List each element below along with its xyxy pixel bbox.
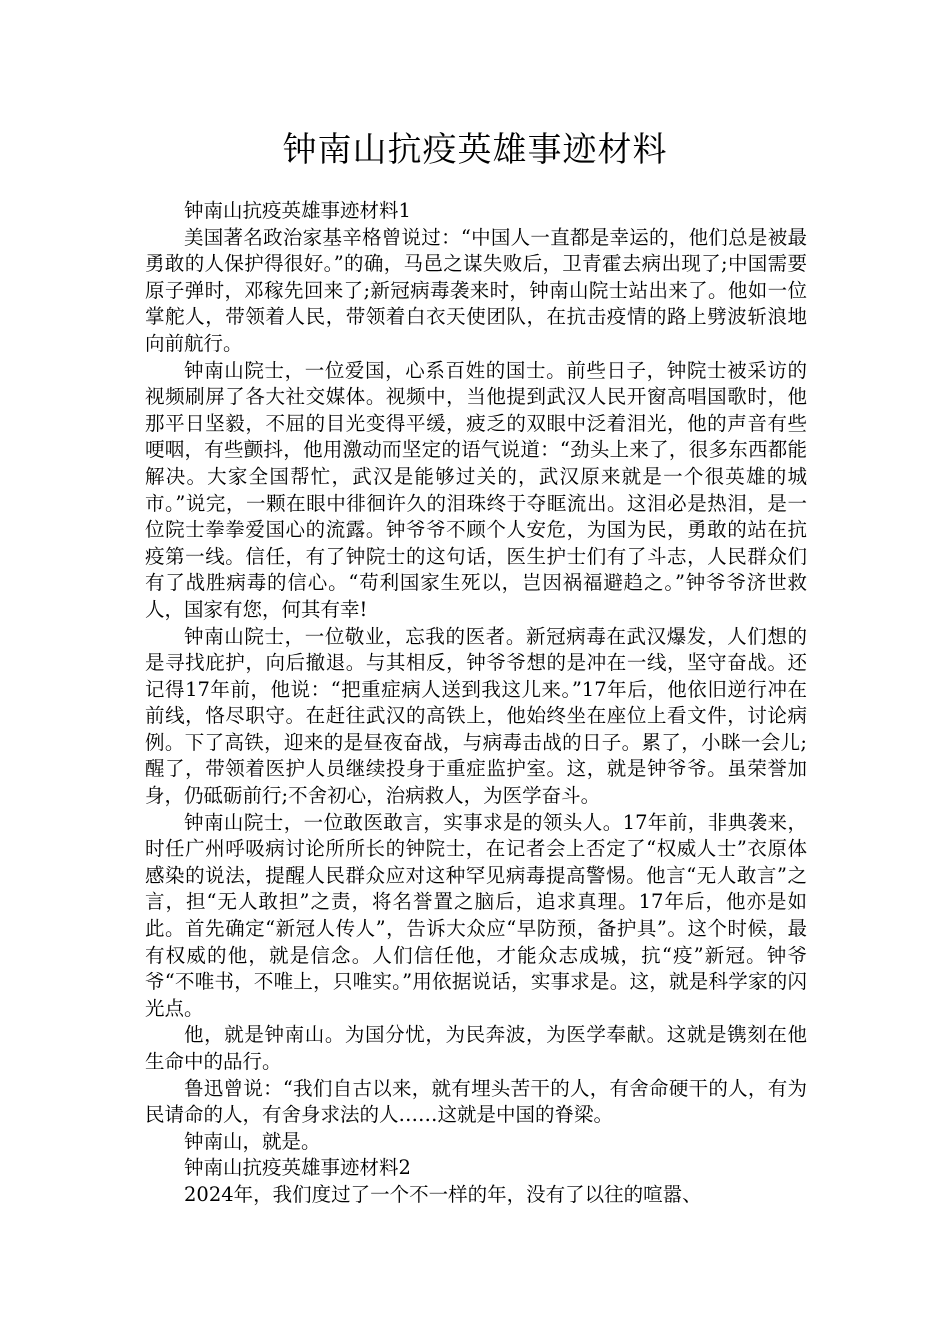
paragraph-leader: 钟南山院士，一位敢医敢言，实事求是的领头人。17年前，非典袭来，时任广州呼吸病讨论所所长的钟院士，在记者会上否定了“权威人士”衣原体感染的说法，提醒人民群众应对这种罕见病毒提高警惕。他言“无人敢言”之言，担“无人敢担”之责，将名誉置之脑后，追求真理。17年后，他亦是如此。首先确定“新冠人传人”，告诉大众应“早防预，备护具”。这个时候，最有权威的他，就是信念。人们信任他，才能众志成城，抗“疫”新冠。钟爷爷“不唯书，不唯上，只唯实。”用依据说话，实事求是。这，就是科学家的闪光点。 [145,810,807,1020]
paragraph-patriot: 钟南山院士，一位爱国，心系百姓的国士。前些日子，钟院士被采访的视频刷屏了各大社交媒体。视频中，当他提到武汉人民开窗高唱国歌时，他那平日坚毅，不屈的目光变得平缓，疲乏的双眼中泛着泪光，他的声音有些哽咽，有些颤抖，他用激动而坚定的语气说道：“劲头上来了，很多东西都能解决。大家全国帮忙，武汉是能够过关的，武汉原来就是一个很英雄的城市。”说完，一颗在眼中徘徊许久的泪珠终于夺眶流出。这泪必是热泪，是一位院士拳拳爱国心的流露。钟爷爷不顾个人安危，为国为民，勇敢的站在抗疫第一线。信任，有了钟院士的这句话，医生护士们有了斗志，人民群众们有了战胜病毒的信心。“苟利国家生死以，岂因祸福避趋之。”钟爷爷济世救人，国家有您，何其有幸! [145,358,807,621]
paragraph-conclusion: 钟南山，就是。 [184,1129,321,1153]
paragraph-summary: 他，就是钟南山。为国分忧，为民奔波，为医学奉献。这就是镌刻在他生命中的品行。 [145,1023,807,1073]
paragraph-intro: 美国著名政治家基辛格曾说过：“中国人一直都是幸运的，他们总是被最勇敢的人保护得很好。”的确，马邑之谋失败后，卫青霍去病出现了;中国需要原子弹时，邓稼先回来了;新冠病毒袭来时，钟南山院士站出来了。他如一位掌舵人，带领着人民，带领着白衣天使团队，在抗击疫情的路上劈波斩浪地向前航行。 [145,225,807,355]
section-heading-1: 钟南山抗疫英雄事迹材料1 [184,199,411,222]
document-body [145,198,807,1209]
paragraph-section2-start: 2024年，我们度过了一个不一样的年，没有了以往的喧嚣、 [184,1182,702,1206]
section-heading-2: 钟南山抗疫英雄事迹材料2 [184,1156,411,1180]
paragraph-luxun-quote: 鲁迅曾说：“我们自古以来，就有埋头苦干的人，有舍命硬干的人，有为民请命的人，有舍身求法的人……这就是中国的脊梁。 [145,1076,807,1127]
paragraph-doctor: 钟南山院士，一位敬业，忘我的医者。新冠病毒在武汉爆发，人们想的是寻找庇护，向后撤退。与其相反，钟爷爷想的是冲在一线，坚守奋战。还记得17年前，他说：“把重症病人送到我这儿来。”17年后，他依旧逆行冲在前线，恪尽职守。在赶往武汉的高铁上，他始终坐在座位上看文件，讨论病例。下了高铁，迎来的是昼夜奋战，与病毒击战的日子。累了，小眯一会儿;醒了，带领着医护人员继续投身于重症监护室。这，就是钟爷爷。虽荣誉加身，仍砥砺前行;不舍初心，治病救人，为医学奋斗。 [145,624,807,808]
document-title: 钟南山抗疫英雄事迹材料 [282,130,668,170]
